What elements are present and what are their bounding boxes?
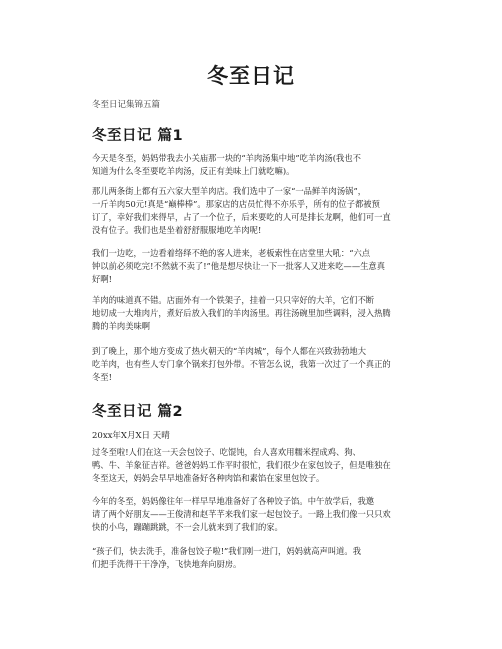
section-heading-2: 冬至日记 篇2 <box>92 404 184 420</box>
entry-date: 20xx年X月X日 天晴 <box>92 431 170 441</box>
paragraph: 那儿两条街上都有五六家大型羊肉店。我们选中了一家“一品鲜羊肉汤锅”， 一斤羊肉50元!真是“巅棒棒”。那家店的店员忙得不亦乐乎，所有的位子都被预 订了，幸好我们来得早，占了一个位子，后来要吃的人可是排长龙啊，他们可一直 没有位子。我们也是坐着舒舒服服地吃羊肉呢! <box>92 186 391 235</box>
paragraph: 今天是冬至，妈妈带我去小关庙那一块的“羊肉汤集中地”吃羊肉汤(我也不 知道为什么冬至要吃羊肉汤，反正有美味上门就吃嘛)。 <box>92 153 361 176</box>
paragraph: 过冬至啦!人们在这一天会包饺子、吃馄饨，台人喜欢用糯米捏成鸡、狗、 鸭、牛、羊象征吉祥。爸爸妈妈工作平时很忙，我们很少在家包饺子，但是唯独在 冬至这天，妈妈会早早地准备好各种肉馅和素馅在家里包饺子。 <box>92 447 391 483</box>
document-title: 冬至日记 <box>207 64 295 88</box>
section-heading-1: 冬至日记 篇1 <box>92 128 184 144</box>
paragraph: “孩子们，快去洗手，准备包饺子啦!”我们刚一进门，妈妈就高声叫道。我 们把手洗得干干净净，飞快地奔向厨房。 <box>92 546 362 569</box>
document-subtitle: 冬至日记集锦五篇 <box>92 100 161 110</box>
paragraph: 我们一边吃，一边看着络绎不绝的客人进来，老板索性在店堂里大吼：“六点 钟以前必须吃完!不然就不卖了!”他是想尽快让一下一批客人又进来吃——生意真 好啊! <box>92 248 386 284</box>
paragraph: 羊肉的味道真不错。店面外有一个铁架子，挂着一只只宰好的大羊，它们不断 地切成一大堆肉片，煮好后放入我们的羊肉汤里。再往汤碗里加些调料，浸入热腾 腾的羊肉美味啊 <box>92 295 391 331</box>
paragraph: 今年的冬至，妈妈像往年一样早早地准备好了各种饺子馅。中午放学后，我邀 请了两个好朋友——王俊清和赵芊芊来我们家一起包饺子。一路上我们像一只只欢 快的小鸟，蹦蹦跳跳，不一会儿就来到了我们的家。 <box>92 496 391 532</box>
paragraph: 到了晚上，那个地方变成了热火朝天的“羊肉城”，每个人都在兴致勃勃地大 吃羊肉，也有些人专门拿个锅来打包外带。不管怎么说，我第一次过了一个真正的 冬至! <box>92 346 391 382</box>
